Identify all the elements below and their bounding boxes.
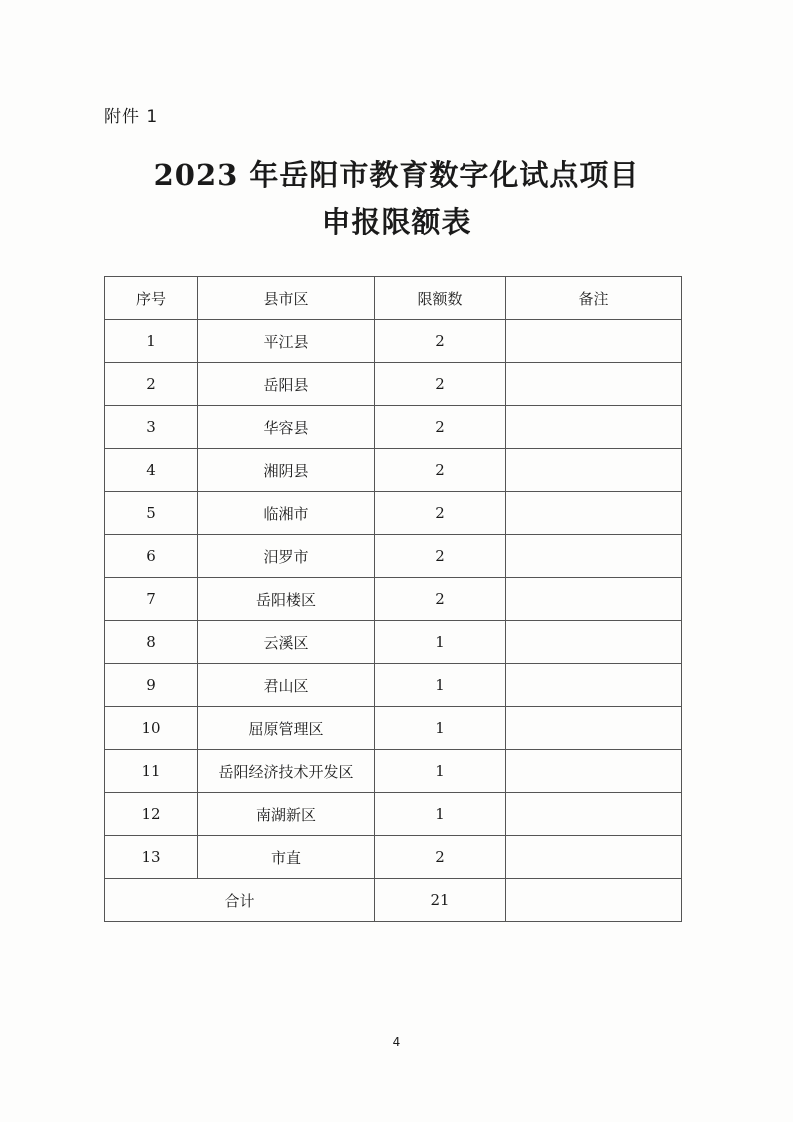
row-quota: 2 [375,492,506,535]
total-row [105,879,682,922]
row-serial-number: 10 [105,707,198,750]
row-region: 岳阳县 [198,363,375,406]
row-note [506,836,682,879]
table-row [105,449,682,492]
row-region: 岳阳楼区 [198,578,375,621]
row-quota: 1 [375,621,506,664]
row-quota: 1 [375,707,506,750]
row-note [506,621,682,664]
total-note [506,879,682,922]
row-serial-number: 7 [105,578,198,621]
row-note [506,707,682,750]
row-region: 君山区 [198,664,375,707]
row-note [506,664,682,707]
row-note [506,449,682,492]
row-serial-number: 8 [105,621,198,664]
row-quota: 2 [375,578,506,621]
row-quota: 2 [375,363,506,406]
row-serial-number: 1 [105,320,198,363]
table-row [105,406,682,449]
header-note: 备注 [506,277,682,320]
row-note [506,535,682,578]
row-note [506,750,682,793]
row-region: 南湖新区 [198,793,375,836]
header-serial-number: 序号 [105,277,198,320]
row-quota: 1 [375,664,506,707]
table-row [105,793,682,836]
row-note [506,793,682,836]
row-serial-number: 3 [105,406,198,449]
row-region: 屈原管理区 [198,707,375,750]
table-row [105,836,682,879]
row-note [506,492,682,535]
row-region: 岳阳经济技术开发区 [198,750,375,793]
row-note [506,578,682,621]
row-serial-number: 6 [105,535,198,578]
table-row [105,621,682,664]
page-number: 4 [392,1035,401,1049]
row-serial-number: 4 [105,449,198,492]
row-serial-number: 12 [105,793,198,836]
table-row [105,578,682,621]
row-quota: 1 [375,750,506,793]
table-row [105,750,682,793]
row-note [506,406,682,449]
table-row [105,492,682,535]
row-note [506,363,682,406]
row-region: 湘阴县 [198,449,375,492]
row-serial-number: 11 [105,750,198,793]
table-row [105,707,682,750]
table-row [105,320,682,363]
row-region: 市直 [198,836,375,879]
row-quota: 1 [375,793,506,836]
row-serial-number: 5 [105,492,198,535]
row-region: 平江县 [198,320,375,363]
row-quota: 2 [375,535,506,578]
quota-table [104,276,682,922]
row-region: 云溪区 [198,621,375,664]
row-note [506,320,682,363]
table-row [105,363,682,406]
table-row [105,664,682,707]
header-quota: 限额数 [375,277,506,320]
row-region: 临湘市 [198,492,375,535]
document-title-line2: 申报限额表 [321,205,472,239]
row-quota: 2 [375,320,506,363]
row-serial-number: 9 [105,664,198,707]
total-value: 21 [375,879,506,922]
row-region: 华容县 [198,406,375,449]
total-label: 合计 [105,879,375,922]
row-quota: 2 [375,406,506,449]
header-region: 县市区 [198,277,375,320]
row-quota: 2 [375,449,506,492]
table-row [105,535,682,578]
row-region: 汨罗市 [198,535,375,578]
row-quota: 2 [375,836,506,879]
document-title-line1: 2023 年岳阳市教育数字化试点项目 [153,158,640,192]
table-header-row [105,277,682,320]
table-body [105,320,682,879]
row-serial-number: 13 [105,836,198,879]
attachment-label: 附件 1 [104,107,159,127]
row-serial-number: 2 [105,363,198,406]
